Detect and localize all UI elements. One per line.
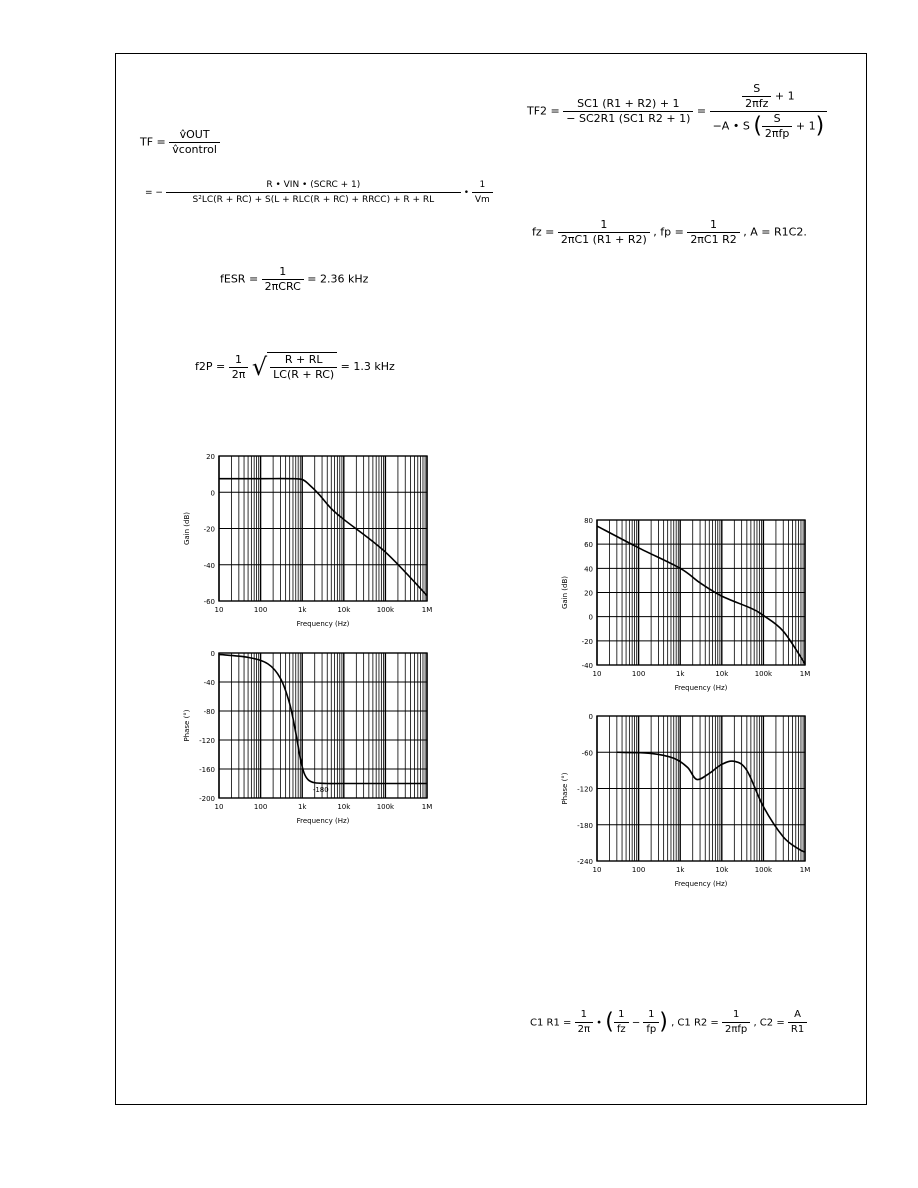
- y-tick-label: -40: [203, 679, 215, 687]
- x-tick-label: 100k: [754, 866, 773, 874]
- y-tick-label: 20: [584, 589, 593, 598]
- y-tick-label: 20: [206, 453, 215, 461]
- equation-f2p: f2P = $\frac{1}{2\pi}$ √ $\frac{R + RL}{LC(R + RC)}$ = 1.3 kHz: [195, 352, 395, 381]
- equation-tf: TF = $\frac{\text{v̂OUT}}{\text{v̂control}}$: [140, 128, 220, 157]
- x-tick-label: 1M: [799, 866, 811, 874]
- x-tick-label: 10k: [715, 670, 729, 678]
- equation-tf-expanded: = − $\frac{\text{R • VIN • (SCRC + 1)}}{\text{S²LC(R + RC) + S(L + RLC(R + RC) + RRCC) + R + RL}}$ • $\frac{1}{Vm}$: [145, 178, 493, 207]
- x-tick-label: 10k: [337, 606, 351, 614]
- y-tick-label: 0: [210, 650, 215, 658]
- x-axis-label: Frequency (Hz): [296, 817, 350, 825]
- y-tick-label: -60: [581, 749, 593, 758]
- y-tick-label: 40: [584, 565, 593, 574]
- y-axis-label: Phase (°): [561, 772, 569, 805]
- x-axis-label: Frequency (Hz): [296, 620, 350, 628]
- y-tick-label: -80: [203, 708, 215, 716]
- phase-chart-right: [553, 708, 823, 898]
- y-tick-label: -160: [199, 766, 215, 774]
- y-axis-label: Gain (dB): [183, 511, 191, 546]
- phase-chart-left: [175, 645, 445, 835]
- x-tick-label: 100: [631, 866, 646, 874]
- y-tick-label: -120: [199, 737, 215, 745]
- y-tick-label: 80: [584, 517, 593, 525]
- y-tick-label: 0: [210, 489, 215, 498]
- y-tick-label: -20: [581, 637, 593, 646]
- y-tick-label: -20: [203, 525, 215, 534]
- x-axis-label: Frequency (Hz): [674, 880, 728, 888]
- plot-frame: [219, 653, 427, 798]
- x-tick-label: 100: [631, 670, 646, 678]
- x-tick-label: 100k: [376, 803, 395, 811]
- equation-component-values: C1 R1 = $\frac{1}{2\pi}$ • ( $\frac{1}{fz}$ − $\frac{1}{fp}$ ) , C1 R2 = $\frac{1}{\text{2πfp}}$ , C2 = $\frac{A}{R1}$: [530, 1008, 807, 1037]
- equation-fesr: fESR = $\frac{1}{\text{2πCRC}}$ = 2.36 kHz: [220, 265, 369, 293]
- y-tick-label: -40: [581, 662, 593, 670]
- x-tick-label: 100k: [754, 670, 773, 678]
- series-line: [597, 526, 805, 664]
- y-tick-label: 0: [588, 613, 593, 622]
- series-line: [219, 654, 427, 783]
- x-tick-label: 1k: [675, 866, 685, 874]
- y-tick-label: 60: [584, 541, 593, 550]
- gain-chart-right: [553, 512, 823, 702]
- x-tick-label: 100: [253, 606, 268, 614]
- x-tick-label: 10k: [715, 866, 729, 874]
- y-tick-label: -60: [203, 598, 215, 606]
- equation-tf2: TF2 = $\frac{SC1 (R1 + R2) + 1}{- SC2R1 (SC1 R2 + 1)}$ = $\frac{S}{\text{2πfz}}$ + 1 −A • S ( $\frac{S}{\text{2πfp}}$ + 1): [527, 82, 827, 141]
- x-tick-label: 10: [592, 866, 602, 874]
- y-tick-label: -180: [577, 821, 593, 830]
- y-tick-label: -120: [577, 785, 593, 794]
- y-tick-label: 0: [588, 713, 593, 721]
- equation-fz-fp: fz = $\frac{1}{2\pi C1 (R1 + R2)}$ , fp = $\frac{1}{2\pi C1 R2}$ , A = R1C2.: [532, 218, 807, 246]
- x-tick-label: 1M: [799, 670, 811, 678]
- y-tick-label: -240: [577, 858, 593, 866]
- x-tick-label: 10k: [337, 803, 351, 811]
- x-tick-label: 100k: [376, 606, 395, 614]
- series-line: [219, 479, 427, 596]
- x-axis-label: Frequency (Hz): [674, 684, 728, 692]
- x-tick-label: 10: [214, 606, 224, 614]
- x-tick-label: 1M: [421, 606, 433, 614]
- x-tick-label: 1k: [297, 803, 307, 811]
- x-tick-label: 1k: [675, 670, 685, 678]
- x-tick-label: 10: [214, 803, 224, 811]
- x-tick-label: 1M: [421, 803, 433, 811]
- x-tick-label: 10: [592, 670, 602, 678]
- x-tick-label: 1k: [297, 606, 307, 614]
- y-axis-label: Gain (dB): [561, 575, 569, 610]
- y-axis-label: Phase (°): [183, 709, 191, 742]
- y-tick-label: -40: [203, 561, 215, 570]
- series-line: [617, 752, 805, 852]
- gain-chart-left: [175, 448, 445, 638]
- x-tick-label: 100: [253, 803, 268, 811]
- annotation-label: -180: [312, 786, 329, 795]
- y-tick-label: -200: [199, 795, 215, 803]
